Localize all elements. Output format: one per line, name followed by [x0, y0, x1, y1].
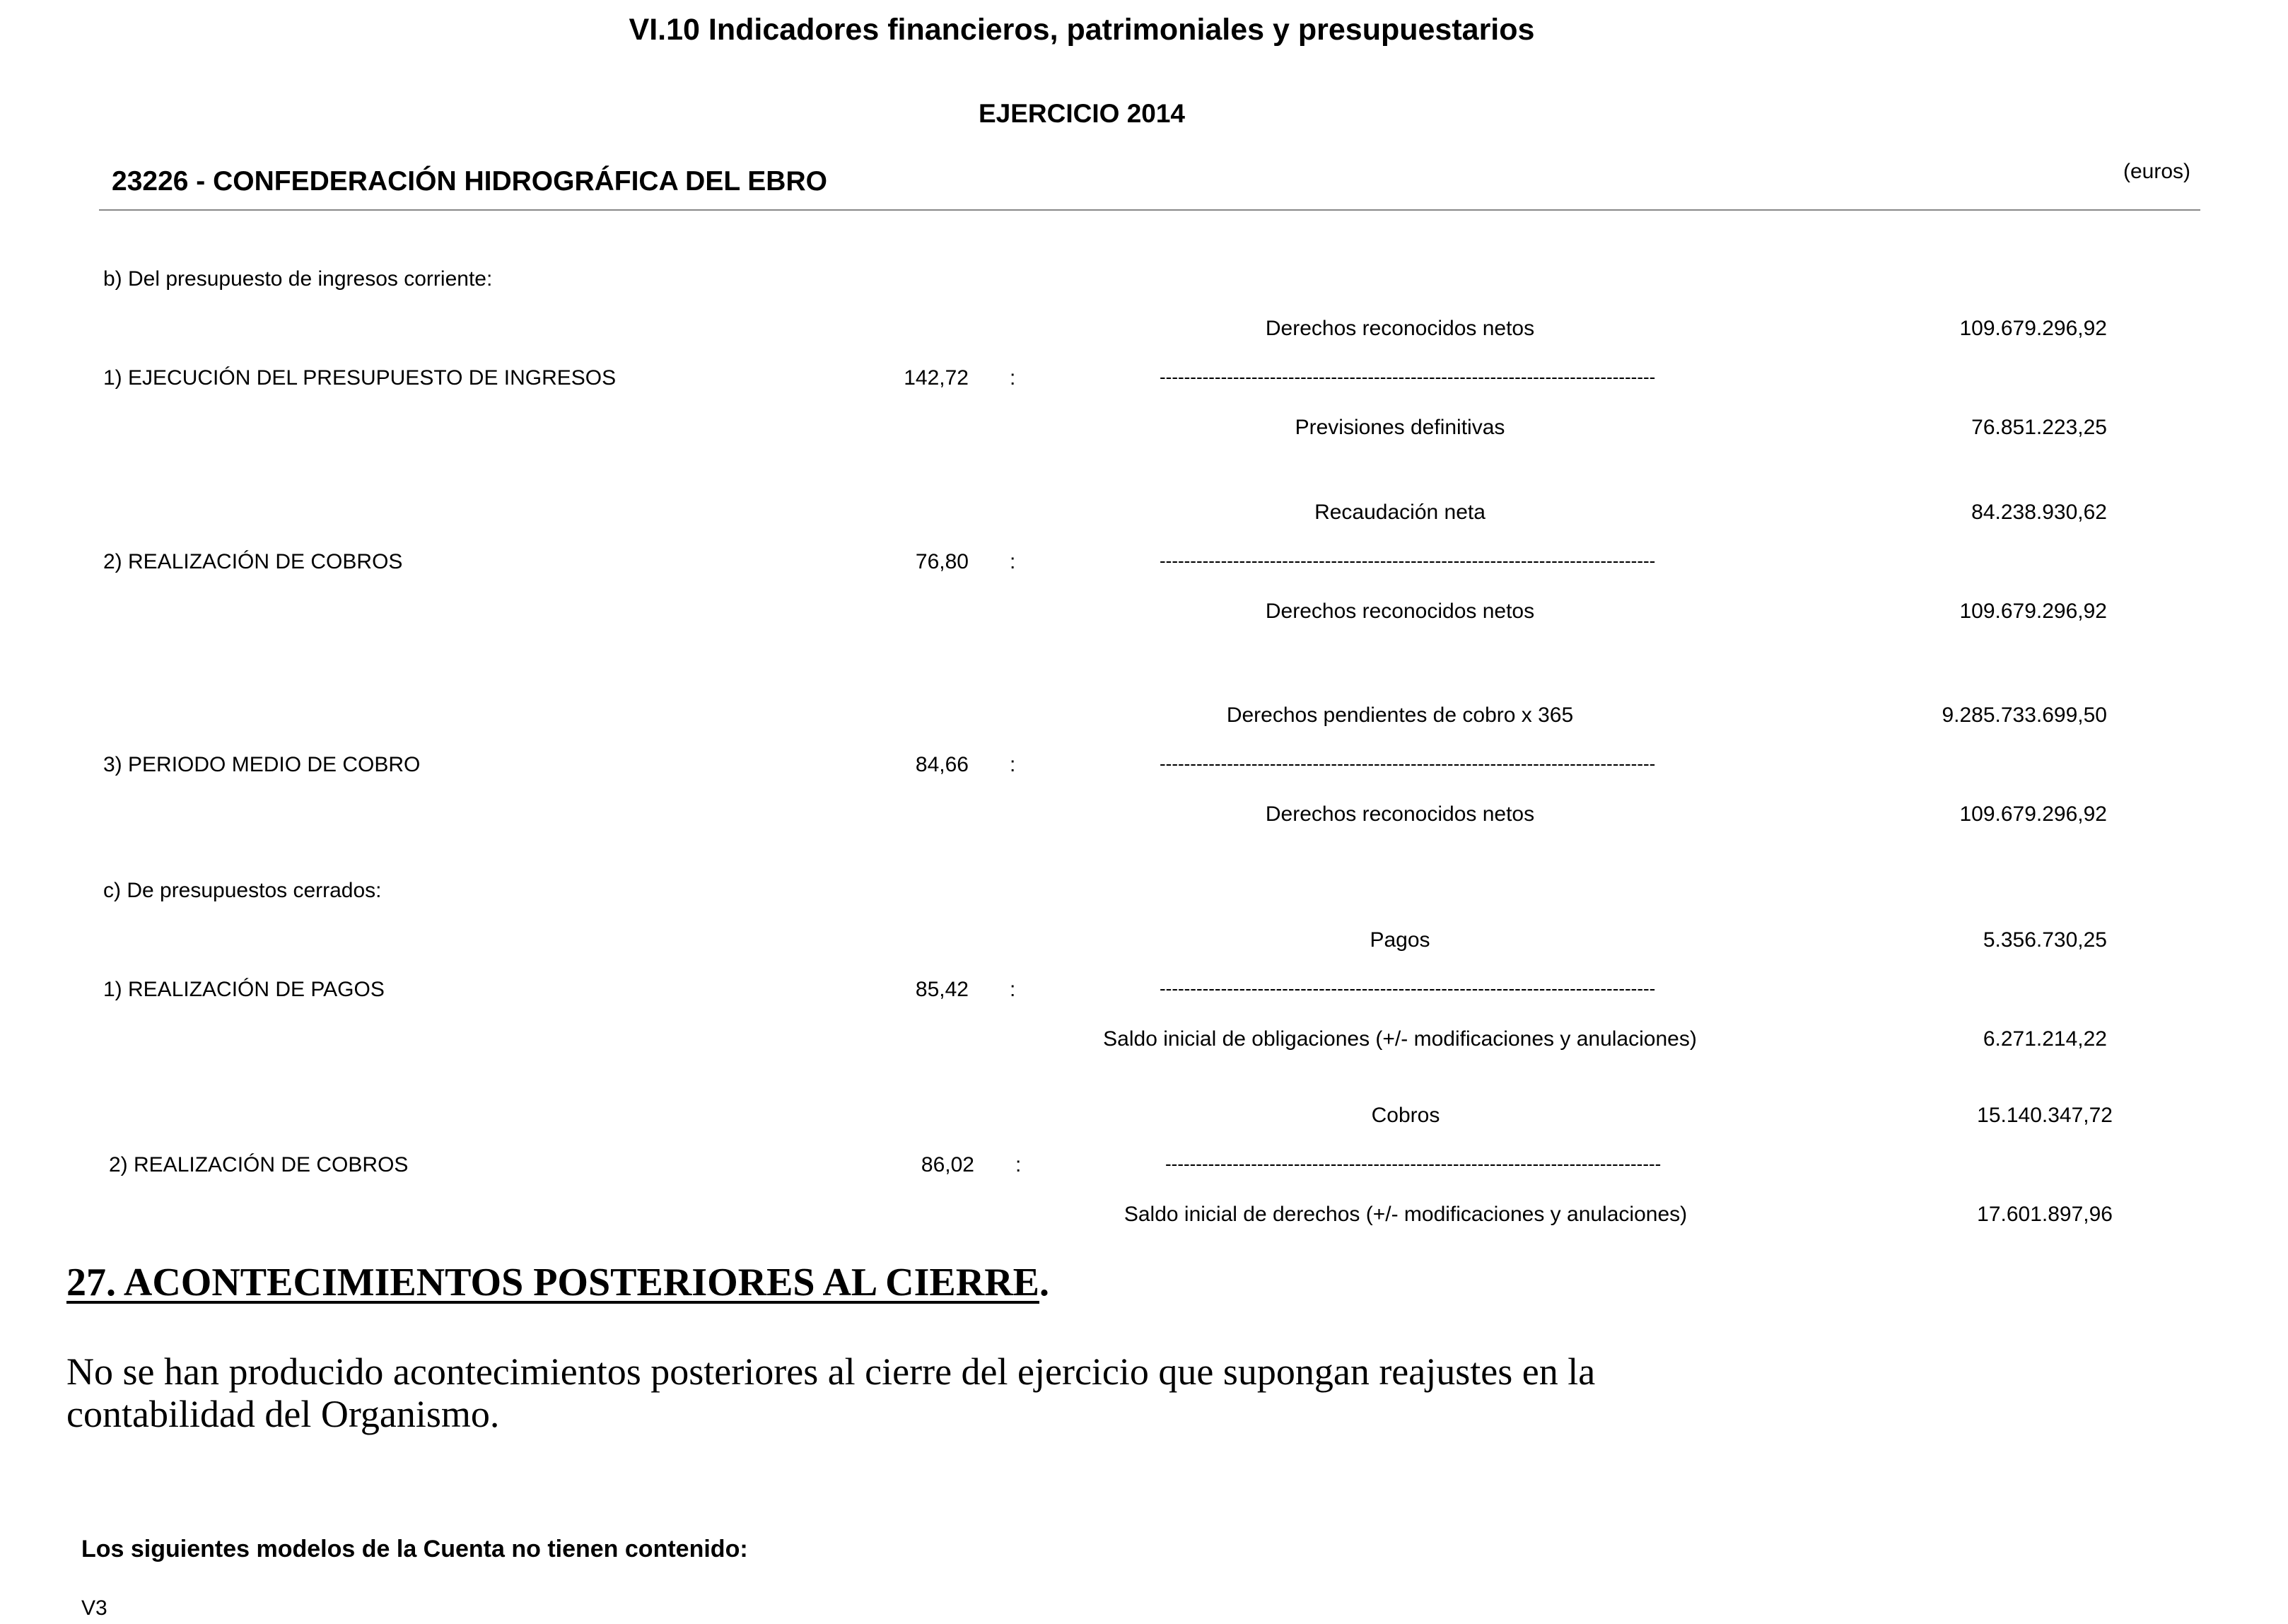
section-b-heading: b) Del presupuesto de ingresos corriente: [103, 267, 493, 291]
denominator-value: 109.679.296,92 [1959, 802, 2107, 826]
section-27-heading-period: . [1039, 1261, 1049, 1304]
indicator-ratio: 142,72 [904, 366, 969, 390]
indicator-label: 2) REALIZACIÓN DE COBROS [109, 1153, 409, 1176]
numerator-label: Derechos pendientes de cobro x 365 [1226, 703, 1574, 727]
currency-units: (euros) [2123, 160, 2190, 183]
section-c-heading: c) De presupuestos cerrados: [103, 879, 382, 902]
empty-model-code: V3 [81, 1596, 107, 1620]
numerator-value: 15.140.347,72 [1977, 1104, 2113, 1127]
indicator-ratio: 84,66 [915, 753, 969, 776]
ratio-colon: : [1015, 1153, 1022, 1176]
denominator-value: 17.601.897,96 [1977, 1203, 2113, 1226]
indicator-ratio: 86,02 [921, 1153, 974, 1176]
fraction-line: --------------------------------------------------------------------------------- [1160, 366, 1656, 387]
indicator-label: 1) EJECUCIÓN DEL PRESUPUESTO DE INGRESOS [103, 366, 617, 390]
header-divider [99, 209, 2200, 211]
indicator-label: 2) REALIZACIÓN DE COBROS [103, 550, 403, 573]
denominator-label: Saldo inicial de derechos (+/- modificaciones y anulaciones) [1123, 1203, 1688, 1226]
indicator-ratio: 76,80 [915, 550, 969, 573]
section-27-heading-text: 27. ACONTECIMIENTOS POSTERIORES AL CIERRE [66, 1261, 1039, 1304]
section-27-heading [66, 1260, 1049, 1305]
page-title: VI.10 Indicadores financieros, patrimoniales y presupuestarios [629, 13, 1535, 47]
indicator-label: 3) PERIODO MEDIO DE COBRO [103, 753, 421, 776]
numerator-value: 9.285.733.699,50 [1942, 703, 2107, 727]
section-27-paragraph: No se han producido acontecimientos posteriores al cierre del ejercicio que supongan reajustes en la contabilidad del Organismo. [66, 1350, 1596, 1435]
indicator-label: 1) REALIZACIÓN DE PAGOS [103, 978, 385, 1001]
numerator-label: Pagos [1370, 928, 1430, 952]
numerator-label: Recaudación neta [1314, 501, 1486, 524]
empty-models-heading: Los siguientes modelos de la Cuenta no tienen contenido: [81, 1536, 748, 1562]
fraction-line: --------------------------------------------------------------------------------- [1165, 1153, 1662, 1174]
fraction-line: --------------------------------------------------------------------------------- [1160, 753, 1656, 774]
fraction-line: --------------------------------------------------------------------------------- [1160, 550, 1656, 571]
fiscal-year: EJERCICIO 2014 [978, 99, 1186, 128]
denominator-value: 76.851.223,25 [1971, 416, 2107, 439]
numerator-value: 5.356.730,25 [1983, 928, 2107, 952]
fraction-line: --------------------------------------------------------------------------------- [1160, 978, 1656, 999]
ratio-colon: : [1010, 978, 1016, 1001]
numerator-value: 84.238.930,62 [1971, 501, 2107, 524]
ratio-colon: : [1010, 366, 1016, 390]
indicator-ratio: 85,42 [915, 978, 969, 1001]
entity-name: 23226 - CONFEDERACIÓN HIDROGRÁFICA DEL EBRO [112, 166, 827, 197]
numerator-label: Cobros [1371, 1104, 1440, 1127]
ratio-colon: : [1010, 550, 1016, 573]
numerator-label: Derechos reconocidos netos [1265, 317, 1535, 340]
denominator-label: Derechos reconocidos netos [1265, 802, 1535, 826]
ratio-colon: : [1010, 753, 1016, 776]
denominator-label: Derechos reconocidos netos [1265, 600, 1535, 623]
denominator-value: 6.271.214,22 [1983, 1027, 2107, 1051]
denominator-value: 109.679.296,92 [1959, 600, 2107, 623]
denominator-label: Saldo inicial de obligaciones (+/- modificaciones y anulaciones) [1103, 1027, 1697, 1051]
denominator-label: Previsiones definitivas [1295, 416, 1505, 439]
numerator-value: 109.679.296,92 [1959, 317, 2107, 340]
